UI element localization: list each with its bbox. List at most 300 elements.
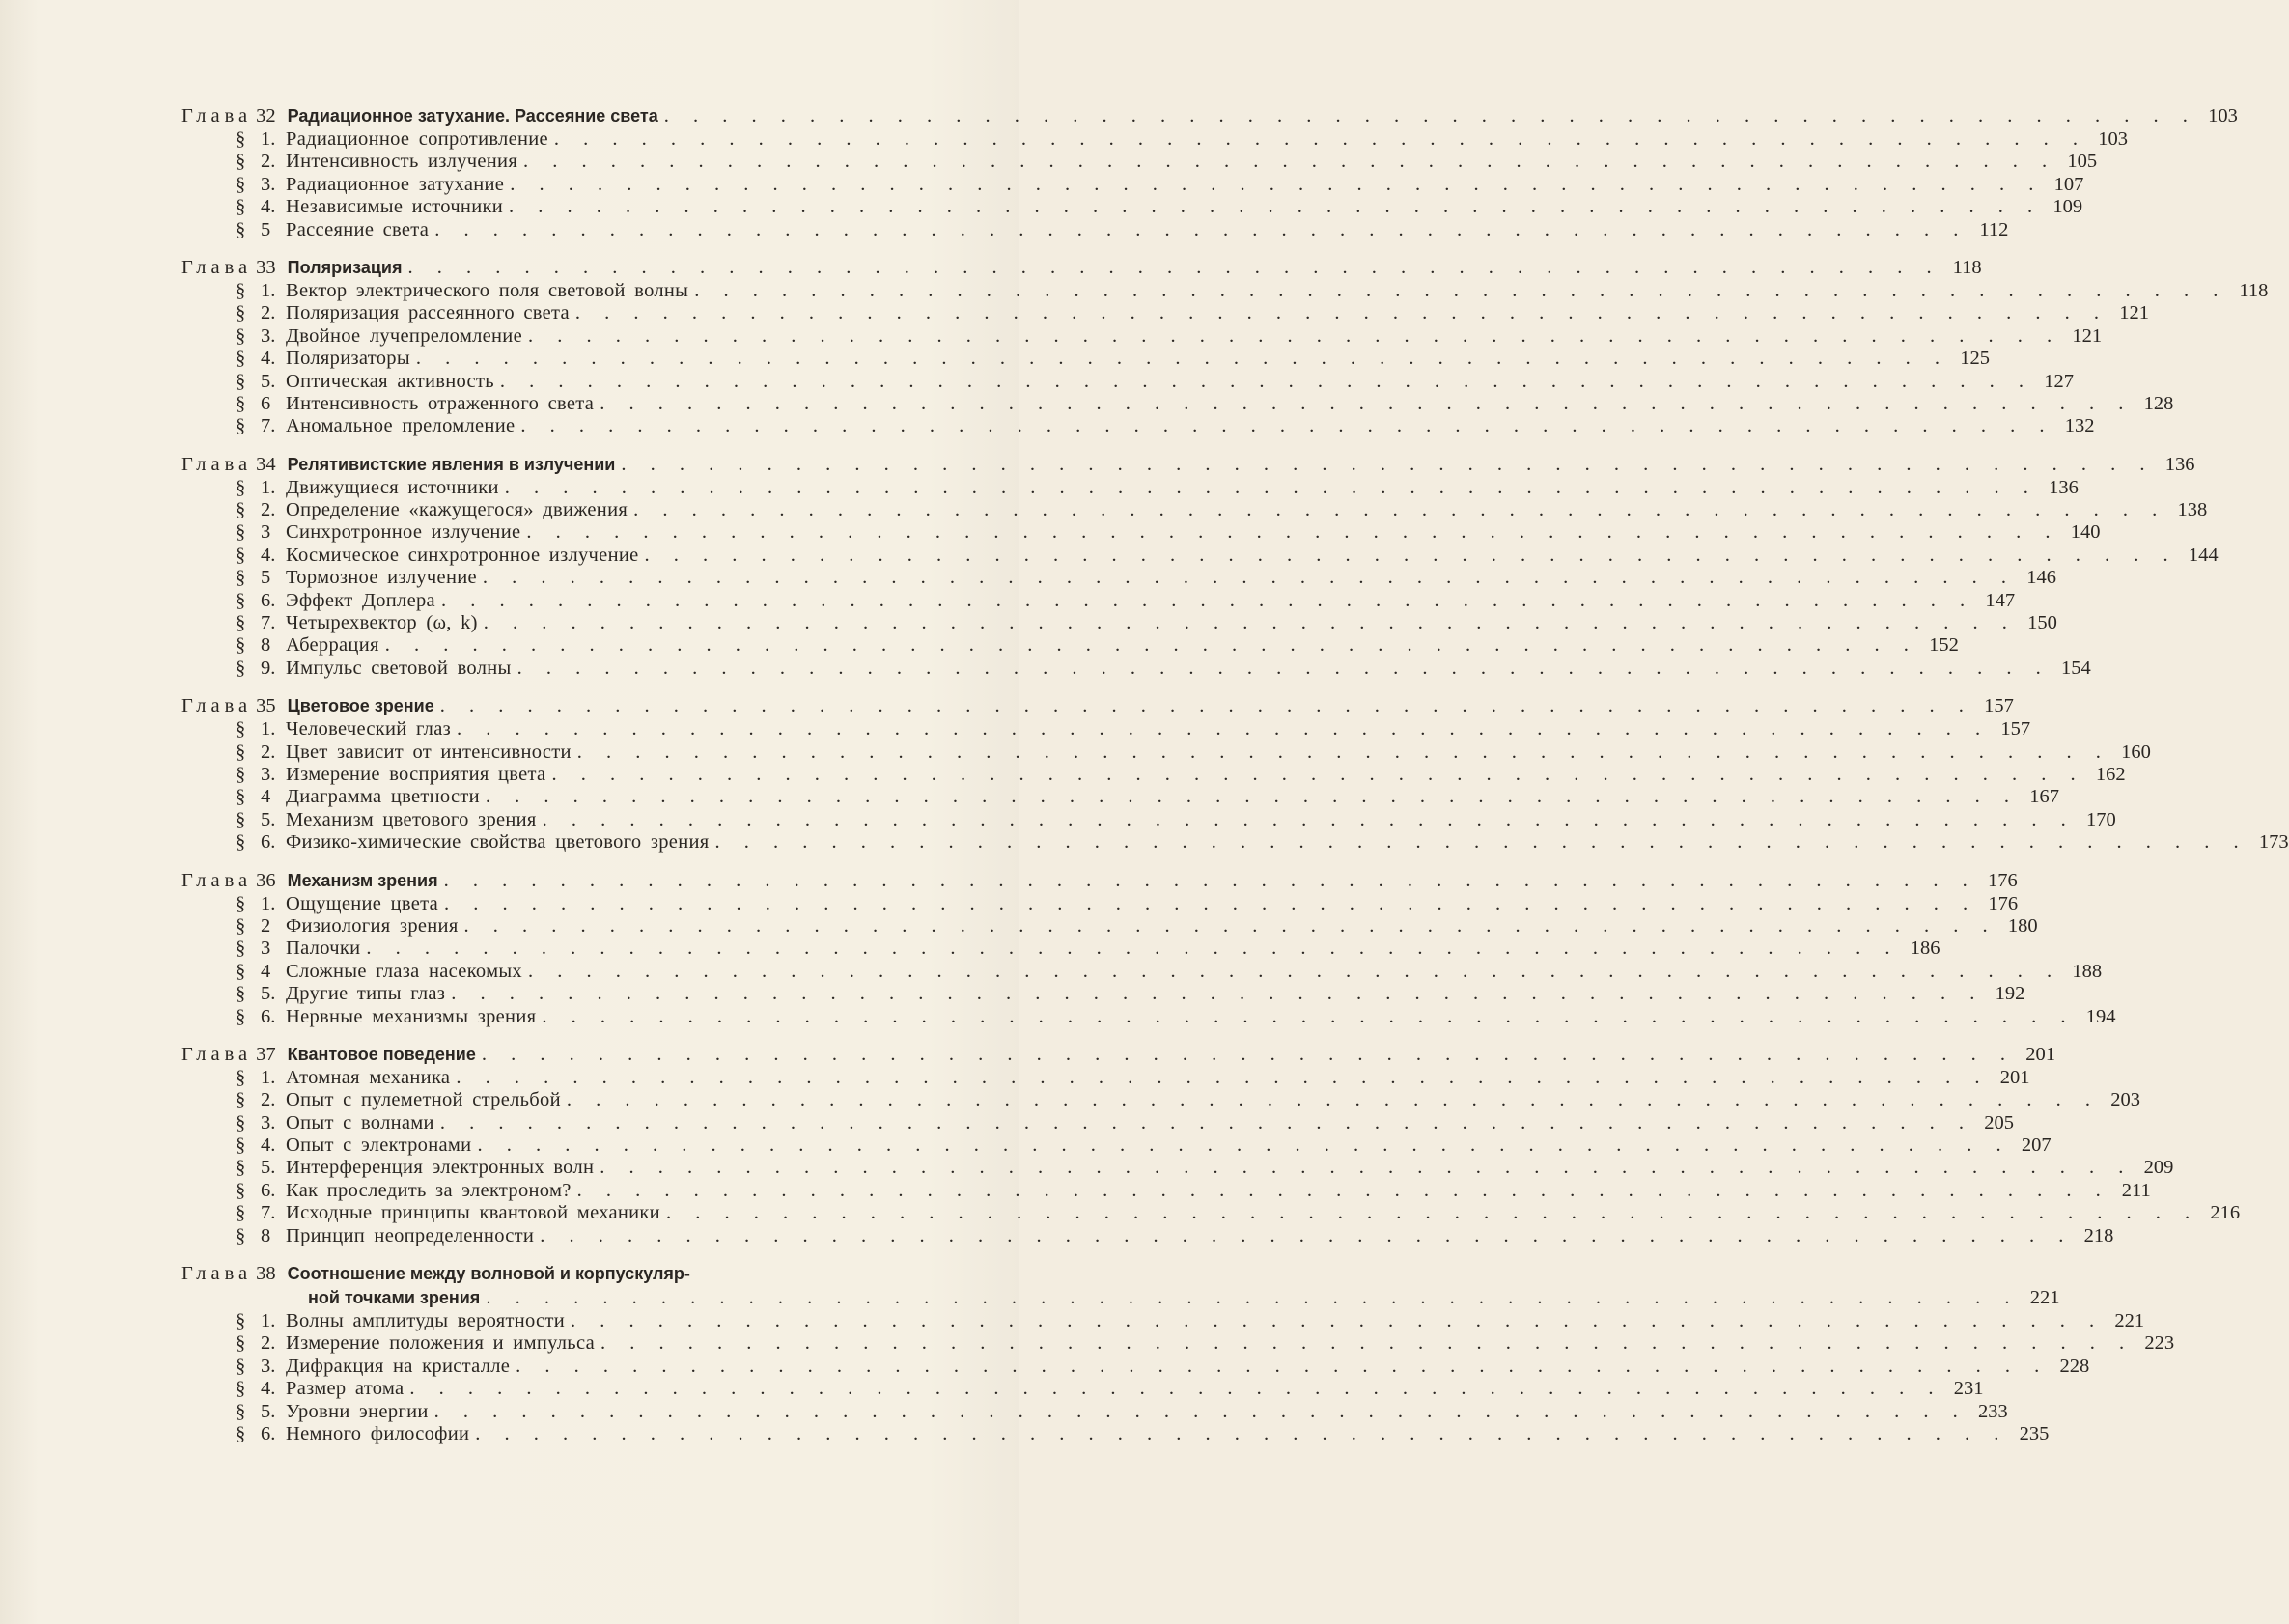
section-mark: § <box>236 1378 246 1400</box>
chapter-block <box>181 869 2116 1028</box>
section-page-number: 205 <box>1984 1111 2014 1134</box>
dot-leader: . . . . . . . . . . . . . . . . . . . . . . . . . . . . . . . . . . . . . . . . . . . . . . . . . . . . . <box>366 938 1900 960</box>
section-mark: § <box>236 1224 246 1246</box>
dot-leader: . . . . . . . . . . . . . . . . . . . . . . . . . . . . . . . . . . . . . . . . . . . . . . . . . . . . . <box>485 786 2020 808</box>
dot-leader: . . . . . . . . . . . . . . . . . . . . . . . . . . . . . . . . . . . . . . . . . . . . . . . . . . . . . <box>415 348 1950 370</box>
section-mark: § <box>236 196 246 218</box>
chapter-heading <box>181 1043 2055 1067</box>
chapter-heading <box>181 1262 877 1286</box>
chapter-page-number: 136 <box>2164 453 2195 475</box>
section-title: Физико-химические свойства цветового зрения <box>286 831 710 854</box>
section-number: 5. <box>261 983 276 1005</box>
section-mark: § <box>236 983 246 1005</box>
dot-leader: . . . . . . . . . . . . . . . . . . . . . . . . . . . . . . . . . . . . . . . . . . . . . . . . . . . . . <box>433 1400 1968 1422</box>
section-entry <box>236 302 2150 324</box>
dot-leader: . . . . . . . . . . . . . . . . . . . . . . . . . . . . . . . . . . . . . . . . . . . . . . . . . . . . . <box>439 695 1973 717</box>
chapter-block <box>181 256 2269 438</box>
section-mark: § <box>236 1355 246 1377</box>
section-number: 6. <box>261 1179 276 1201</box>
chapter-title: Радиационное затухание. Рассеяние света <box>287 106 658 126</box>
section-page-number: 157 <box>2000 718 2031 741</box>
section-entry <box>236 960 2103 983</box>
section-mark: § <box>236 831 246 854</box>
section-page-number: 107 <box>2053 173 2084 195</box>
section-title: Ощущение цвета <box>286 892 439 914</box>
section-entry <box>236 718 2031 741</box>
section-page-number: 201 <box>1999 1066 2030 1088</box>
section-title: Размер атома <box>286 1378 405 1400</box>
section-number: 3 <box>261 938 271 960</box>
section-page-number: 186 <box>1910 938 1940 960</box>
section-entry <box>236 151 2098 173</box>
section-mark: § <box>236 1332 246 1355</box>
section-page-number: 218 <box>2083 1224 2114 1246</box>
dot-leader: . . . . . . . . . . . . . . . . . . . . . . . . . . . . . . . . . . . . . . . . . . . . . . . . . . . . . <box>633 499 2167 521</box>
section-mark: § <box>236 1089 246 1111</box>
section-title: Радиационное затухание <box>286 173 505 195</box>
dot-leader: . . . . . . . . . . . . . . . . . . . . . . . . . . . . . . . . . . . . . . . . . . . . . . . . . . . . . <box>576 1179 2110 1201</box>
dot-leader: . . . . . . . . . . . . . . . . . . . . . . . . . . . . . . . . . . . . . . . . . . . . . . . . . . . . . <box>551 763 2085 785</box>
dot-leader: . . . . . . . . . . . . . . . . . . . . . . . . . . . . . . . . . . . . . . . . . . . . . . . . . . . . . <box>407 256 1941 278</box>
section-page-number: 209 <box>2143 1157 2174 1179</box>
section-mark: § <box>236 1400 246 1422</box>
section-page-number: 223 <box>2144 1332 2175 1355</box>
section-entry <box>236 1157 2174 1179</box>
chapter-page-number: 157 <box>1984 695 2014 717</box>
section-number: 1. <box>261 128 276 150</box>
section-title: Оптическая активность <box>286 370 494 392</box>
section-title: Палочки <box>286 938 361 960</box>
section-page-number: 160 <box>2121 741 2151 763</box>
section-title: Человеческий глаз <box>286 718 451 741</box>
section-page-number: 103 <box>2098 128 2129 150</box>
section-entry <box>236 1134 2052 1157</box>
chapter-title: Релятивистские явления в излучении <box>287 454 616 474</box>
section-number: 6. <box>261 831 276 854</box>
section-mark: § <box>236 1111 246 1134</box>
section-mark: § <box>236 348 246 370</box>
section-list <box>181 128 2129 241</box>
section-entry <box>236 914 2038 938</box>
chapter-label: Глава <box>181 695 253 717</box>
section-entry <box>236 831 2289 854</box>
section-number: 4. <box>261 544 276 566</box>
section-mark: § <box>236 415 246 437</box>
section-number: 2. <box>261 302 276 324</box>
chapter-number: 32 <box>256 105 276 126</box>
section-title: Атомная механика <box>286 1066 451 1088</box>
section-title: Двойное лучепреломление <box>286 324 522 347</box>
dot-leader: . . . . . . . . . . . . . . . . . . . . . . . . . . . . . . . . . . . . . . . . . . . . . . . . . . . . . <box>486 1287 2020 1309</box>
chapter-label: Глава <box>181 105 253 126</box>
section-entry <box>236 415 2095 437</box>
section-page-number: 132 <box>2064 415 2095 437</box>
section-entry <box>236 370 2074 393</box>
chapter-label: Глава <box>181 869 253 891</box>
section-mark: § <box>236 657 246 679</box>
section-entry <box>236 1005 2116 1028</box>
section-mark: § <box>236 892 246 914</box>
section-number: 1. <box>261 892 276 914</box>
section-mark: § <box>236 741 246 763</box>
dot-leader: . . . . . . . . . . . . . . . . . . . . . . . . . . . . . . . . . . . . . . . . . . . . . . . . . . . . . <box>483 612 2017 634</box>
section-entry <box>236 741 2151 764</box>
dot-leader: . . . . . . . . . . . . . . . . . . . . . . . . . . . . . . . . . . . . . . . . . . . . . . . . . . . . . <box>443 869 1977 891</box>
section-number: 3. <box>261 1111 276 1134</box>
section-entry <box>236 476 2079 499</box>
dot-leader: . . . . . . . . . . . . . . . . . . . . . . . . . . . . . . . . . . . . . . . . . . . . . . . . . . . . . <box>665 1202 2200 1224</box>
section-title: Независимые источники <box>286 196 503 218</box>
section-page-number: 112 <box>1979 218 2009 240</box>
section-number: 6. <box>261 1422 276 1444</box>
dot-leader: . . . . . . . . . . . . . . . . . . . . . . . . . . . . . . . . . . . . . . . . . . . . . . . . . . . . . <box>542 808 2076 830</box>
section-mark: § <box>236 370 246 392</box>
section-title: Импульс световой волны <box>286 657 512 679</box>
section-title: Опыт с электронами <box>286 1134 472 1157</box>
section-title: Немного философии <box>286 1422 470 1444</box>
section-number: 3. <box>261 1355 276 1377</box>
section-entry <box>236 589 2016 612</box>
section-title: Диаграмма цветности <box>286 786 480 808</box>
chapter-label: Глава <box>181 1263 253 1285</box>
section-page-number: 146 <box>2026 567 2057 589</box>
section-entry <box>236 938 1940 960</box>
section-title: Эффект Доплера <box>286 589 435 611</box>
section-page-number: 231 <box>1953 1378 1984 1400</box>
section-page-number: 188 <box>2072 960 2103 982</box>
section-number: 5 <box>261 567 271 589</box>
dot-leader: . . . . . . . . . . . . . . . . . . . . . . . . . . . . . . . . . . . . . . . . . . . . . . . . . . . . . <box>409 1378 1943 1400</box>
chapter-number: 33 <box>256 256 276 278</box>
section-number: 9. <box>261 657 276 679</box>
section-mark: § <box>236 279 246 301</box>
dot-leader: . . . . . . . . . . . . . . . . . . . . . . . . . . . . . . . . . . . . . . . . . . . . . . . . . . . . . <box>600 392 2134 414</box>
dot-leader: . . . . . . . . . . . . . . . . . . . . . . . . . . . . . . . . . . . . . . . . . . . . . . . . . . . . . <box>504 476 2038 498</box>
section-entry <box>236 521 2101 544</box>
chapter-title: Соотношение между волновой и корпускуляр- <box>287 1264 690 1284</box>
section-number: 3 <box>261 521 271 544</box>
section-page-number: 138 <box>2177 499 2208 521</box>
dot-leader: . . . . . . . . . . . . . . . . . . . . . . . . . . . . . . . . . . . . . . . . . . . . . . . . . . . . . <box>574 302 2109 324</box>
chapter-number: 35 <box>256 695 276 717</box>
section-entry <box>236 173 2084 196</box>
section-number: 2. <box>261 499 276 521</box>
chapter-heading <box>181 104 2238 128</box>
section-number: 4 <box>261 786 271 808</box>
chapter-label: Глава <box>181 1043 253 1065</box>
section-page-number: 207 <box>2021 1134 2052 1157</box>
section-title: Как проследить за электроном? <box>286 1179 572 1201</box>
dot-leader: . . . . . . . . . . . . . . . . . . . . . . . . . . . . . . . . . . . . . . . . . . . . . . . . . . . . . <box>520 415 2054 437</box>
dot-leader: . . . . . . . . . . . . . . . . . . . . . . . . . . . . . . . . . . . . . . . . . . . . . . . . . . . . . <box>499 370 2033 392</box>
section-mark: § <box>236 544 246 566</box>
section-page-number: 167 <box>2029 786 2060 808</box>
section-entry <box>236 786 2060 808</box>
section-title: Аномальное преломление <box>286 415 516 437</box>
section-number: 4. <box>261 1134 276 1157</box>
chapter-heading <box>181 256 1982 280</box>
section-entry <box>236 348 1991 370</box>
dot-leader: . . . . . . . . . . . . . . . . . . . . . . . . . . . . . . . . . . . . . . . . . . . . . . . . . . . . . <box>434 218 1968 240</box>
section-entry <box>236 1089 2140 1111</box>
section-number: 3. <box>261 763 276 785</box>
section-mark: § <box>236 1179 246 1201</box>
section-number: 1. <box>261 718 276 741</box>
section-title: Сложные глаза насекомых <box>286 960 522 982</box>
section-page-number: 121 <box>2119 302 2150 324</box>
chapter-block <box>181 1043 2241 1247</box>
chapter-title: Поляризация <box>287 257 403 277</box>
section-title: Определение «кажущегося» движения <box>286 499 628 521</box>
section-page-number: 147 <box>1985 589 2016 611</box>
section-mark: § <box>236 128 246 150</box>
section-title: Радиационное сопротивление <box>286 128 548 150</box>
section-mark: § <box>236 1157 246 1179</box>
dot-leader: . . . . . . . . . . . . . . . . . . . . . . . . . . . . . . . . . . . . . . . . . . . . . . . . . . . . . <box>600 1157 2134 1179</box>
dot-leader: . . . . . . . . . . . . . . . . . . . . . . . . . . . . . . . . . . . . . . . . . . . . . . . . . . . . . <box>527 324 2062 347</box>
dot-leader: . . . . . . . . . . . . . . . . . . . . . . . . . . . . . . . . . . . . . . . . . . . . . . . . . . . . . <box>477 1134 2011 1157</box>
section-number: 2. <box>261 1089 276 1111</box>
section-number: 1. <box>261 279 276 301</box>
section-list <box>181 1066 2241 1247</box>
section-number: 5. <box>261 1157 276 1179</box>
chapter-block <box>181 1262 2175 1445</box>
section-mark: § <box>236 1134 246 1157</box>
section-number: 5. <box>261 1400 276 1422</box>
chapter-number: 36 <box>256 869 276 891</box>
section-title: Волны амплитуды вероятности <box>286 1310 565 1332</box>
section-entry <box>236 1400 2008 1423</box>
section-page-number: 211 <box>2121 1179 2151 1201</box>
section-number: 6 <box>261 392 271 414</box>
section-number: 5 <box>261 218 271 240</box>
chapter-title: Механизм зрения <box>287 870 438 890</box>
chapter-title: Квантовое поведение <box>287 1044 476 1064</box>
dot-leader: . . . . . . . . . . . . . . . . . . . . . . . . . . . . . . . . . . . . . . . . . . . . . . . . . . . . . <box>526 521 2060 544</box>
section-page-number: 121 <box>2072 324 2103 347</box>
section-title: Измерение восприятия цвета <box>286 763 546 785</box>
dot-leader: . . . . . . . . . . . . . . . . . . . . . . . . . . . . . . . . . . . . . . . . . . . . . . . . . . . . . <box>510 173 2044 195</box>
section-page-number: 140 <box>2070 521 2101 544</box>
section-title: Опыт с волнами <box>286 1111 434 1134</box>
section-mark: § <box>236 960 246 982</box>
section-mark: § <box>236 1066 246 1088</box>
section-mark: § <box>236 589 246 611</box>
section-page-number: 235 <box>2019 1422 2050 1444</box>
section-entry <box>236 1422 2050 1445</box>
section-mark: § <box>236 786 246 808</box>
section-number: 8 <box>261 1224 271 1246</box>
section-number: 5. <box>261 370 276 392</box>
chapter-heading <box>181 694 2014 718</box>
section-page-number: 233 <box>1978 1400 2008 1422</box>
section-page-number: 176 <box>1988 892 2019 914</box>
dot-leader: . . . . . . . . . . . . . . . . . . . . . . . . . . . . . . . . . . . . . . . . . . . . . . . . . . . . . <box>621 453 2155 475</box>
section-list <box>181 1310 2175 1445</box>
section-list <box>181 892 2116 1028</box>
section-number: 1. <box>261 476 276 498</box>
chapter-block <box>181 104 2238 241</box>
section-entry <box>236 128 2129 151</box>
section-page-number: 109 <box>2052 196 2083 218</box>
chapter-number: 38 <box>256 1263 276 1285</box>
section-page-number: 136 <box>2049 476 2079 498</box>
section-entry <box>236 1066 2030 1089</box>
section-page-number: 144 <box>2188 544 2219 566</box>
chapter-page-number: 176 <box>1987 869 2018 891</box>
dot-leader: . . . . . . . . . . . . . . . . . . . . . . . . . . . . . . . . . . . . . . . . . . . . . . . . . . . . . <box>600 1332 2135 1355</box>
section-title: Интерференция электронных волн <box>286 1157 595 1179</box>
section-number: 7. <box>261 1202 276 1224</box>
section-mark: § <box>236 1310 246 1332</box>
section-number: 6. <box>261 1005 276 1027</box>
dot-leader: . . . . . . . . . . . . . . . . . . . . . . . . . . . . . . . . . . . . . . . . . . . . . . . . . . . . . <box>516 657 2051 679</box>
dot-leader: . . . . . . . . . . . . . . . . . . . . . . . . . . . . . . . . . . . . . . . . . . . . . . . . . . . . . <box>384 634 1918 657</box>
section-mark: § <box>236 808 246 830</box>
chapter-page-number: 221 <box>2029 1287 2060 1309</box>
section-number: 4. <box>261 1378 276 1400</box>
section-mark: § <box>236 324 246 347</box>
section-title: Аберрация <box>286 634 379 657</box>
section-title: Дифракция на кристалле <box>286 1355 511 1377</box>
section-number: 4. <box>261 196 276 218</box>
section-entry <box>236 218 2009 241</box>
section-mark: § <box>236 612 246 634</box>
chapter-title-continued: ной точками зрения <box>308 1288 481 1308</box>
dot-leader: . . . . . . . . . . . . . . . . . . . . . . . . . . . . . . . . . . . . . . . . . . . . . . . . . . . . . <box>456 1066 1990 1088</box>
dot-leader: . . . . . . . . . . . . . . . . . . . . . . . . . . . . . . . . . . . . . . . . . . . . . . . . . . . . . <box>694 279 2228 301</box>
dot-leader: . . . . . . . . . . . . . . . . . . . . . . . . . . . . . . . . . . . . . . . . . . . . . . . . . . . . . <box>553 128 2088 150</box>
section-page-number: 128 <box>2143 392 2174 414</box>
section-page-number: 150 <box>2027 612 2057 634</box>
chapter-heading <box>181 453 2195 477</box>
section-list <box>181 279 2269 438</box>
section-title: Четырехвектор (ω, k) <box>286 612 478 634</box>
section-entry <box>236 1179 2151 1202</box>
dot-leader: . . . . . . . . . . . . . . . . . . . . . . . . . . . . . . . . . . . . . . . . . . . . . . . . . . . . . <box>540 1224 2074 1246</box>
section-mark: § <box>236 302 246 324</box>
section-mark: § <box>236 1202 246 1224</box>
section-entry <box>236 279 2269 302</box>
section-number: 2. <box>261 1332 276 1355</box>
dot-leader: . . . . . . . . . . . . . . . . . . . . . . . . . . . . . . . . . . . . . . . . . . . . . . . . . . . . . <box>463 914 1997 937</box>
section-mark: § <box>236 1422 246 1444</box>
section-title: Уровни энергии <box>286 1400 429 1422</box>
section-entry <box>236 1355 2090 1378</box>
section-page-number: 221 <box>2114 1310 2145 1332</box>
section-list <box>181 476 2219 681</box>
section-title: Поляризация рассеянного света <box>286 302 570 324</box>
chapter-heading <box>181 869 2018 893</box>
section-page-number: 127 <box>2044 370 2074 392</box>
dot-leader: . . . . . . . . . . . . . . . . . . . . . . . . . . . . . . . . . . . . . . . . . . . . . . . . . . . . . <box>576 741 2110 763</box>
section-page-number: 152 <box>1929 634 1959 657</box>
dot-leader: . . . . . . . . . . . . . . . . . . . . . . . . . . . . . . . . . . . . . . . . . . . . . . . . . . . . . <box>714 831 2248 854</box>
dot-leader: . . . . . . . . . . . . . . . . . . . . . . . . . . . . . . . . . . . . . . . . . . . . . . . . . . . . . <box>444 892 1978 914</box>
section-entry <box>236 1202 2241 1224</box>
section-page-number: 154 <box>2060 657 2091 679</box>
section-title: Синхротронное излучение <box>286 521 521 544</box>
section-entry <box>236 1378 1984 1400</box>
dot-leader: . . . . . . . . . . . . . . . . . . . . . . . . . . . . . . . . . . . . . . . . . . . . . . . . . . . . . <box>571 1310 2105 1332</box>
chapter-page-number: 201 <box>2025 1043 2055 1065</box>
section-mark: § <box>236 521 246 544</box>
section-mark: § <box>236 938 246 960</box>
section-number: 3. <box>261 173 276 195</box>
dot-leader: . . . . . . . . . . . . . . . . . . . . . . . . . . . . . . . . . . . . . . . . . . . . . . . . . . . . . <box>439 1111 1973 1134</box>
chapter-page-number: 103 <box>2208 105 2238 126</box>
chapter-number: 34 <box>256 453 276 475</box>
section-page-number: 228 <box>2059 1355 2090 1377</box>
dot-leader: . . . . . . . . . . . . . . . . . . . . . . . . . . . . . . . . . . . . . . . . . . . . . . . . . . . . . <box>644 544 2178 566</box>
section-entry <box>236 544 2219 567</box>
section-mark: § <box>236 476 246 498</box>
section-title: Нервные механизмы зрения <box>286 1005 537 1027</box>
section-title: Принцип неопределенности <box>286 1224 535 1246</box>
dot-leader: . . . . . . . . . . . . . . . . . . . . . . . . . . . . . . . . . . . . . . . . . . . . . . . . . . . . . <box>457 718 1991 741</box>
dot-leader: . . . . . . . . . . . . . . . . . . . . . . . . . . . . . . . . . . . . . . . . . . . . . . . . . . . . . <box>516 1355 2050 1377</box>
dot-leader: . . . . . . . . . . . . . . . . . . . . . . . . . . . . . . . . . . . . . . . . . . . . . . . . . . . . . <box>527 960 2062 982</box>
section-number: 2. <box>261 151 276 173</box>
section-mark: § <box>236 634 246 657</box>
section-page-number: 162 <box>2095 763 2126 785</box>
section-title: Тормозное излучение <box>286 567 477 589</box>
section-page-number: 192 <box>1995 983 2025 1005</box>
section-number: 4 <box>261 960 271 982</box>
section-number: 2 <box>261 914 271 937</box>
section-list <box>181 718 2289 854</box>
section-title: Вектор электрического поля световой волны <box>286 279 689 301</box>
section-entry <box>236 1332 2175 1355</box>
chapter-block <box>181 453 2219 681</box>
section-entry <box>236 567 2057 589</box>
section-page-number: 194 <box>2085 1005 2116 1027</box>
section-entry <box>236 808 2116 831</box>
table-of-contents <box>181 104 2289 1460</box>
chapter-block <box>181 694 2289 854</box>
section-title: Механизм цветового зрения <box>286 808 537 830</box>
dot-leader: . . . . . . . . . . . . . . . . . . . . . . . . . . . . . . . . . . . . . . . . . . . . . . . . . . . . . <box>523 151 2057 173</box>
section-mark: § <box>236 718 246 741</box>
section-title: Движущиеся источники <box>286 476 499 498</box>
section-entry <box>236 324 2103 348</box>
dot-leader: . . . . . . . . . . . . . . . . . . . . . . . . . . . . . . . . . . . . . . . . . . . . . . . . . . . . . <box>566 1089 2100 1111</box>
section-page-number: 125 <box>1960 348 1991 370</box>
section-title: Цвет зависит от интенсивности <box>286 741 572 763</box>
section-mark: § <box>236 218 246 240</box>
dot-leader: . . . . . . . . . . . . . . . . . . . . . . . . . . . . . . . . . . . . . . . . . . . . . . . . . . . . . <box>475 1422 2009 1444</box>
dot-leader: . . . . . . . . . . . . . . . . . . . . . . . . . . . . . . . . . . . . . . . . . . . . . . . . . . . . . <box>482 567 2017 589</box>
section-mark: § <box>236 173 246 195</box>
section-entry <box>236 392 2174 415</box>
section-title: Интенсивность излучения <box>286 151 518 173</box>
section-entry <box>236 1111 2014 1134</box>
section-title: Измерение положения и импульса <box>286 1332 595 1355</box>
section-title: Исходные принципы квантовой механики <box>286 1202 660 1224</box>
dot-leader: . . . . . . . . . . . . . . . . . . . . . . . . . . . . . . . . . . . . . . . . . . . . . . . . . . . . . <box>440 589 1975 611</box>
chapter-page-number: 118 <box>1952 256 1982 278</box>
section-number: 4. <box>261 348 276 370</box>
dot-leader: . . . . . . . . . . . . . . . . . . . . . . . . . . . . . . . . . . . . . . . . . . . . . . . . . . . . . <box>663 105 2197 126</box>
section-page-number: 216 <box>2210 1202 2241 1224</box>
section-page-number: 105 <box>2067 151 2098 173</box>
dot-leader: . . . . . . . . . . . . . . . . . . . . . . . . . . . . . . . . . . . . . . . . . . . . . . . . . . . . . <box>451 983 1985 1005</box>
chapter-title: Цветовое зрение <box>287 696 434 716</box>
section-entry <box>236 196 2083 218</box>
section-entry <box>236 763 2126 786</box>
section-title: Другие типы глаз <box>286 983 446 1005</box>
section-number: 7. <box>261 415 276 437</box>
